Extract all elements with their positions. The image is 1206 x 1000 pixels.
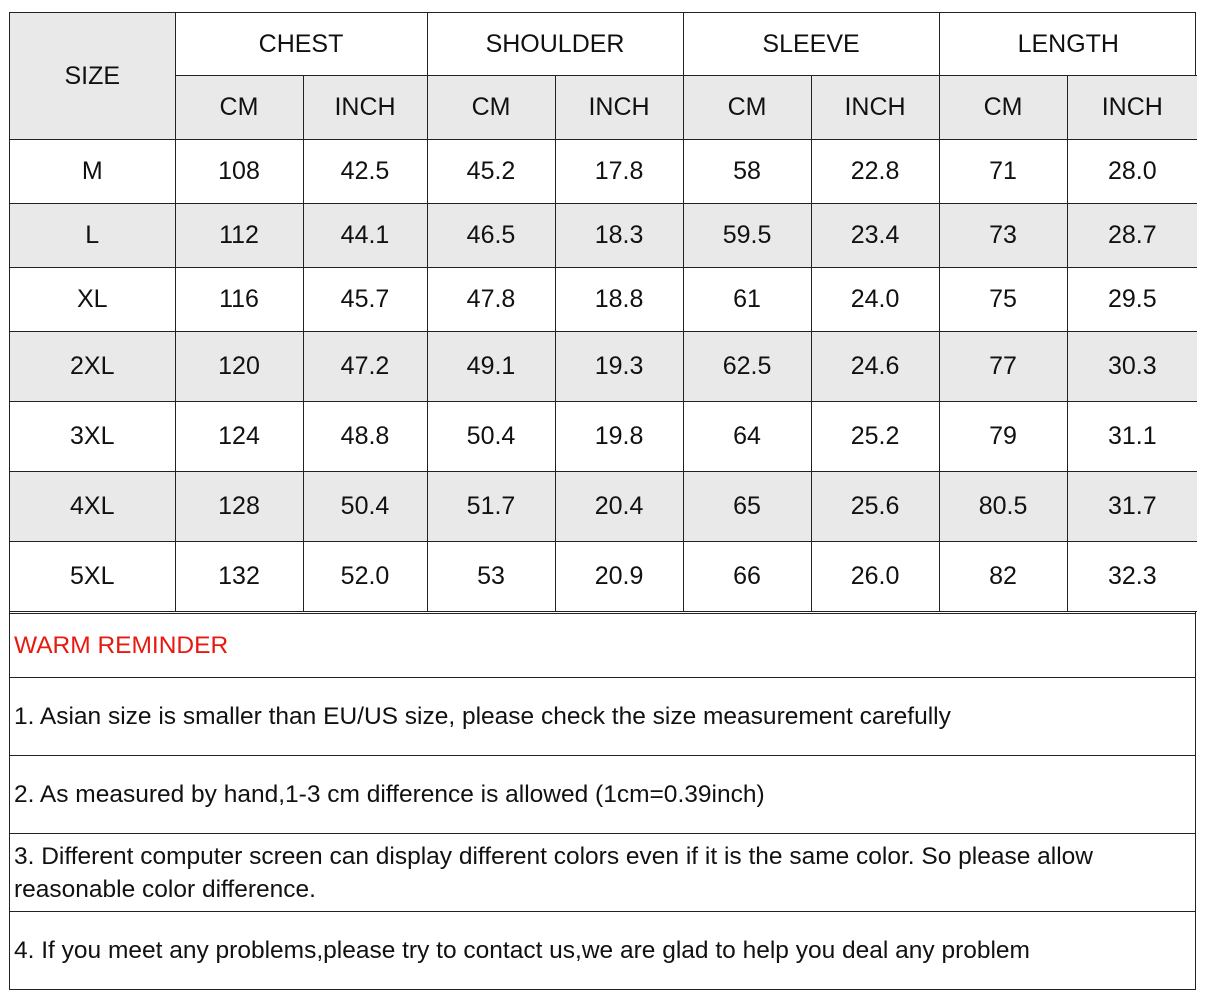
group-header-sleeve: SLEEVE <box>683 13 939 76</box>
reminder-item: 1. Asian size is smaller than EU/US size, please check the size measurement carefully <box>10 677 1195 755</box>
table-row <box>10 268 1197 332</box>
sleeve-inch-cell: 23.4 <box>811 204 939 268</box>
sleeve-cm-cell: 64 <box>683 402 811 472</box>
size-cell: XL <box>10 268 175 332</box>
size-cell: 4XL <box>10 472 175 542</box>
sleeve-inch-cell: 25.6 <box>811 472 939 542</box>
shoulder-inch-cell: 18.3 <box>555 204 683 268</box>
chest-inch-cell: 44.1 <box>303 204 427 268</box>
sleeve-inch-cell: 24.6 <box>811 332 939 402</box>
size-cell: L <box>10 204 175 268</box>
sleeve-inch-cell: 22.8 <box>811 140 939 204</box>
chest-inch-cell: 47.2 <box>303 332 427 402</box>
shoulder-inch-cell: 20.9 <box>555 542 683 612</box>
shoulder-cm-cell: 53 <box>427 542 555 612</box>
group-header-shoulder: SHOULDER <box>427 13 683 76</box>
chest-cm-cell: 120 <box>175 332 303 402</box>
length-cm-cell: 71 <box>939 140 1067 204</box>
sleeve-cm-cell: 62.5 <box>683 332 811 402</box>
sleeve-cm-cell: 61 <box>683 268 811 332</box>
size-table <box>10 13 1197 612</box>
sleeve-inch-cell: 25.2 <box>811 402 939 472</box>
length-cm-cell: 80.5 <box>939 472 1067 542</box>
shoulder-cm-cell: 45.2 <box>427 140 555 204</box>
unit-header-chest-cm: CM <box>175 76 303 140</box>
shoulder-inch-cell: 20.4 <box>555 472 683 542</box>
warm-reminder-title: WARM REMINDER <box>10 613 1195 677</box>
reminder-item: 4. If you meet any problems,please try to contact us,we are glad to help you deal any problem <box>10 911 1195 989</box>
warm-reminder-section <box>10 613 1195 989</box>
length-inch-cell: 31.1 <box>1067 402 1197 472</box>
unit-header-sleeve-inch: INCH <box>811 76 939 140</box>
chest-cm-cell: 112 <box>175 204 303 268</box>
chest-cm-cell: 128 <box>175 472 303 542</box>
sleeve-inch-cell: 26.0 <box>811 542 939 612</box>
group-header-length: LENGTH <box>939 13 1197 76</box>
shoulder-inch-cell: 19.3 <box>555 332 683 402</box>
unit-header-length-cm: CM <box>939 76 1067 140</box>
chest-inch-cell: 52.0 <box>303 542 427 612</box>
sleeve-cm-cell: 65 <box>683 472 811 542</box>
length-inch-cell: 30.3 <box>1067 332 1197 402</box>
size-cell: 2XL <box>10 332 175 402</box>
shoulder-cm-cell: 46.5 <box>427 204 555 268</box>
table-row <box>10 542 1197 612</box>
shoulder-inch-cell: 17.8 <box>555 140 683 204</box>
length-cm-cell: 82 <box>939 542 1067 612</box>
length-cm-cell: 75 <box>939 268 1067 332</box>
chest-cm-cell: 124 <box>175 402 303 472</box>
size-header: SIZE <box>10 13 175 140</box>
chest-cm-cell: 116 <box>175 268 303 332</box>
length-inch-cell: 28.0 <box>1067 140 1197 204</box>
size-chart <box>9 12 1196 990</box>
unit-header-shoulder-cm: CM <box>427 76 555 140</box>
unit-header-chest-inch: INCH <box>303 76 427 140</box>
size-cell: 5XL <box>10 542 175 612</box>
shoulder-inch-cell: 18.8 <box>555 268 683 332</box>
sleeve-cm-cell: 59.5 <box>683 204 811 268</box>
shoulder-inch-cell: 19.8 <box>555 402 683 472</box>
size-cell: 3XL <box>10 402 175 472</box>
length-cm-cell: 73 <box>939 204 1067 268</box>
table-row <box>10 140 1197 204</box>
chest-inch-cell: 45.7 <box>303 268 427 332</box>
shoulder-cm-cell: 49.1 <box>427 332 555 402</box>
sleeve-cm-cell: 66 <box>683 542 811 612</box>
unit-header-sleeve-cm: CM <box>683 76 811 140</box>
chest-cm-cell: 132 <box>175 542 303 612</box>
sleeve-cm-cell: 58 <box>683 140 811 204</box>
unit-header-shoulder-inch: INCH <box>555 76 683 140</box>
length-inch-cell: 32.3 <box>1067 542 1197 612</box>
shoulder-cm-cell: 51.7 <box>427 472 555 542</box>
table-row <box>10 402 1197 472</box>
reminder-item: 2. As measured by hand,1-3 cm difference is allowed (1cm=0.39inch) <box>10 755 1195 833</box>
table-row <box>10 204 1197 268</box>
length-cm-cell: 79 <box>939 402 1067 472</box>
length-cm-cell: 77 <box>939 332 1067 402</box>
shoulder-cm-cell: 50.4 <box>427 402 555 472</box>
chest-inch-cell: 42.5 <box>303 140 427 204</box>
reminder-item: 3. Different computer screen can display different colors even if it is the same color. So please allow reasonable color difference. <box>10 833 1195 911</box>
unit-header-length-inch: INCH <box>1067 76 1197 140</box>
chest-inch-cell: 48.8 <box>303 402 427 472</box>
table-row <box>10 332 1197 402</box>
length-inch-cell: 29.5 <box>1067 268 1197 332</box>
shoulder-cm-cell: 47.8 <box>427 268 555 332</box>
size-cell: M <box>10 140 175 204</box>
chest-cm-cell: 108 <box>175 140 303 204</box>
table-row <box>10 472 1197 542</box>
chest-inch-cell: 50.4 <box>303 472 427 542</box>
length-inch-cell: 28.7 <box>1067 204 1197 268</box>
sleeve-inch-cell: 24.0 <box>811 268 939 332</box>
length-inch-cell: 31.7 <box>1067 472 1197 542</box>
group-header-chest: CHEST <box>175 13 427 76</box>
